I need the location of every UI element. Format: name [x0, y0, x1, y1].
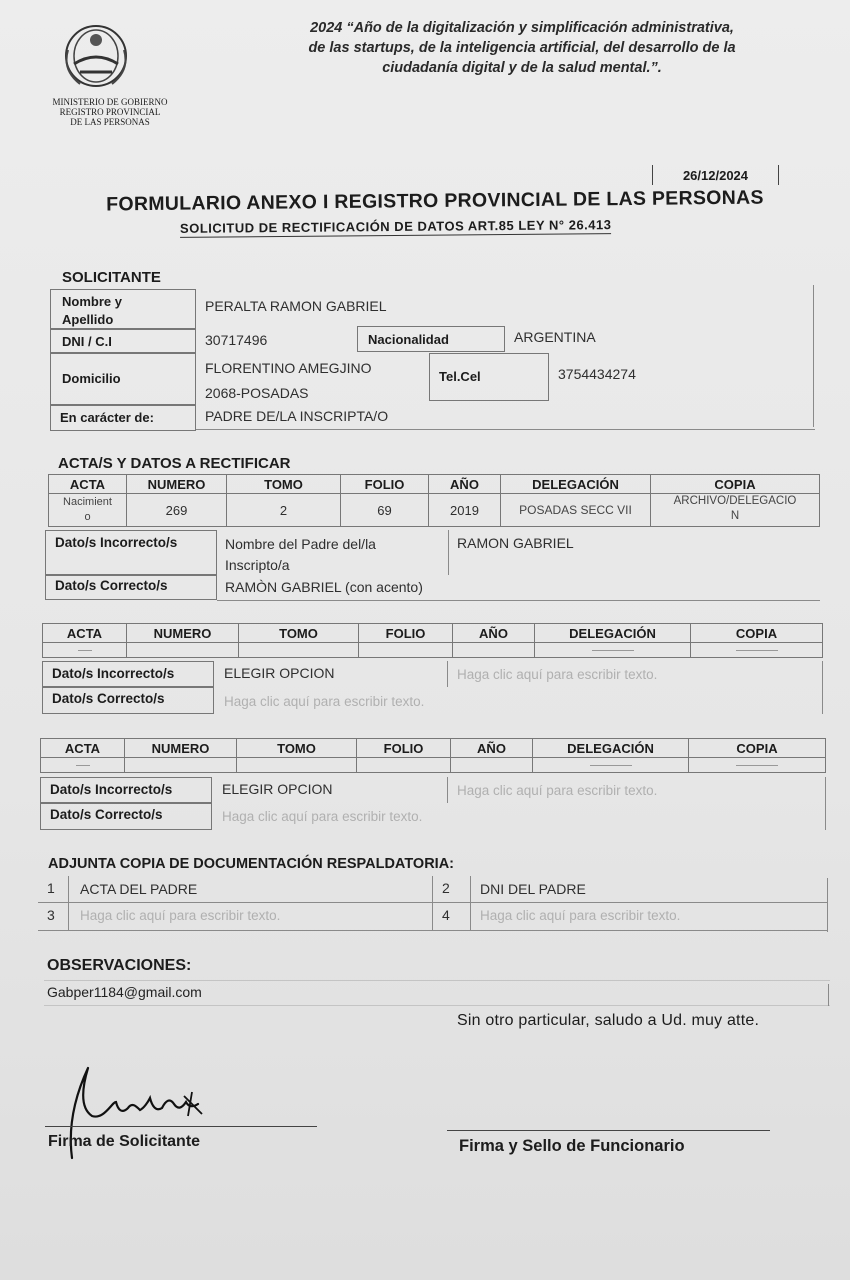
divider — [44, 980, 830, 981]
adjunta-number-3: 3 — [47, 907, 55, 923]
tel-field[interactable]: 3754434274 — [558, 366, 636, 382]
tomo-cell[interactable]: 2 — [227, 494, 341, 527]
elegir-opcion-select[interactable]: ELEGIR OPCION — [224, 665, 335, 681]
divider — [432, 876, 433, 930]
numero-cell[interactable] — [125, 758, 237, 773]
acta-header-row — [49, 475, 820, 494]
divider — [470, 876, 471, 930]
dni-field[interactable]: 30717496 — [205, 332, 268, 348]
acta-table-2 — [42, 623, 823, 658]
adjunta-item-1[interactable]: ACTA DEL PADRE — [80, 881, 198, 897]
adjunta-number-1: 1 — [47, 880, 55, 896]
actas-heading: ACTA/S Y DATOS A RECTIFICAR — [58, 455, 291, 472]
copia-select[interactable] — [691, 643, 823, 658]
col-anio: AÑO — [453, 624, 535, 643]
delegacion-select[interactable] — [533, 758, 689, 773]
observaciones-field[interactable]: Gabper1184@gmail.com — [47, 984, 202, 1000]
divider — [827, 878, 828, 932]
form-date: 26/12/2024 — [652, 165, 779, 185]
incorrecto-campo[interactable]: Nombre del Padre del/la Inscripto/a — [225, 536, 376, 573]
incorrecto-text-field[interactable]: Haga clic aquí para escribir texto. — [457, 783, 658, 798]
nacionalidad-label: Nacionalidad — [368, 332, 449, 347]
numero-cell[interactable] — [127, 643, 239, 658]
folio-cell[interactable] — [359, 643, 453, 658]
acta-1-datos — [45, 530, 820, 602]
elegir-opcion-select[interactable]: ELEGIR OPCION — [222, 781, 333, 797]
numero-cell[interactable]: 269 — [127, 494, 227, 527]
solicitante-right-rule — [813, 285, 814, 427]
divider — [447, 661, 448, 687]
col-copia: COPIA — [691, 624, 823, 643]
incorrecto-label: Dato/s Incorrecto/s — [55, 535, 178, 550]
adjunta-item-2[interactable]: DNI DEL PADRE — [480, 881, 586, 897]
acta-cell[interactable]: Nacimient o — [49, 494, 127, 527]
acta-select[interactable] — [43, 643, 127, 658]
signature-image — [52, 1058, 212, 1168]
correcto-text-field[interactable]: Haga clic aquí para escribir texto. — [224, 694, 425, 709]
col-delegacion: DELEGACIÓN — [501, 475, 651, 494]
correcto-label: Dato/s Correcto/s — [55, 578, 168, 593]
incorrecto-label: Dato/s Incorrecto/s — [52, 666, 175, 681]
acta-data-row — [43, 643, 823, 658]
col-numero: NUMERO — [125, 739, 237, 758]
form-subtitle: SOLICITUD DE RECTIFICACIÓN DE DATOS ART.85 LEY N° 26.413 — [179, 217, 612, 236]
copia-select[interactable] — [689, 758, 826, 773]
col-numero: NUMERO — [127, 475, 227, 494]
acta-header-row — [41, 739, 826, 758]
tomo-cell[interactable] — [237, 758, 357, 773]
correcto-label: Dato/s Correcto/s — [52, 691, 165, 706]
solicitante-section — [50, 289, 815, 431]
divider — [38, 930, 828, 931]
solicitante-signature-line — [45, 1126, 317, 1127]
divider — [822, 661, 823, 714]
col-copia: COPIA — [651, 475, 820, 494]
nacionalidad-field[interactable]: ARGENTINA — [514, 329, 596, 345]
col-acta: ACTA — [41, 739, 125, 758]
funcionario-signature-line — [447, 1130, 770, 1131]
adjunta-item-3[interactable]: Haga clic aquí para escribir texto. — [80, 908, 281, 923]
caracter-label: En carácter de: — [60, 410, 154, 425]
col-tomo: TOMO — [227, 475, 341, 494]
adjunta-number-4: 4 — [442, 907, 450, 923]
col-acta: ACTA — [49, 475, 127, 494]
delegacion-cell[interactable]: POSADAS SECC VII — [501, 494, 651, 527]
divider — [447, 777, 448, 803]
closing-text: Sin otro particular, saludo a Ud. muy atte. — [457, 1012, 760, 1029]
folio-cell[interactable]: 69 — [341, 494, 429, 527]
anio-cell[interactable] — [453, 643, 535, 658]
nombre-label: Nombre y Apellido — [62, 294, 122, 327]
caracter-field[interactable]: PADRE DE/LA INSCRIPTA/O — [205, 408, 389, 424]
acta-table-3 — [40, 738, 826, 773]
anio-cell[interactable]: 2019 — [429, 494, 501, 527]
provincial-seal-icon — [60, 20, 132, 94]
divider — [68, 876, 69, 930]
col-folio: FOLIO — [341, 475, 429, 494]
acta-3-datos — [40, 777, 826, 831]
copia-cell[interactable]: ARCHIVO/DELEGACIO N — [651, 494, 820, 527]
divider — [448, 530, 449, 575]
dni-label: DNI / C.I — [62, 334, 112, 349]
acta-data-row — [41, 758, 826, 773]
acta-2-datos — [42, 661, 823, 715]
col-anio: AÑO — [451, 739, 533, 758]
col-numero: NUMERO — [127, 624, 239, 643]
acta-header-row — [43, 624, 823, 643]
col-copia: COPIA — [689, 739, 826, 758]
adjunta-grid — [38, 876, 828, 932]
firma-solicitante-label: Firma de Solicitante — [48, 1133, 201, 1150]
firma-funcionario-label: Firma y Sello de Funcionario — [459, 1137, 685, 1155]
divider — [828, 984, 829, 1006]
col-tomo: TOMO — [237, 739, 357, 758]
correcto-text-field[interactable]: Haga clic aquí para escribir texto. — [222, 809, 423, 824]
nombre-field[interactable]: PERALTA RAMON GABRIEL — [205, 298, 387, 314]
domicilio-field[interactable]: FLORENTINO AMEGJINO 2068-POSADAS — [205, 360, 372, 401]
col-folio: FOLIO — [359, 624, 453, 643]
adjunta-number-2: 2 — [442, 880, 450, 896]
observaciones-heading: OBSERVACIONES: — [47, 957, 192, 974]
divider — [38, 902, 828, 903]
solicitante-heading: SOLICITANTE — [62, 269, 161, 286]
divider — [44, 1005, 830, 1006]
col-delegacion: DELEGACIÓN — [535, 624, 691, 643]
col-delegacion: DELEGACIÓN — [533, 739, 689, 758]
solicitante-bottom-rule — [196, 429, 815, 430]
folio-cell[interactable] — [357, 758, 451, 773]
incorrecto-text-field[interactable]: Haga clic aquí para escribir texto. — [457, 667, 658, 682]
anio-cell[interactable] — [451, 758, 533, 773]
year-motto: 2024 “Año de la digitalización y simplificación administrativa, de las startups, de la inteligencia artificial, del desarrollo de la ciudadanía digital y de la salud mental.”. — [308, 20, 736, 76]
col-acta: ACTA — [43, 624, 127, 643]
col-tomo: TOMO — [239, 624, 359, 643]
adjunta-heading: ADJUNTA COPIA DE DOCUMENTACIÓN RESPALDATORIA: — [48, 856, 454, 872]
incorrecto-valor[interactable]: RAMON GABRIEL — [457, 535, 574, 551]
acta-select[interactable] — [41, 758, 125, 773]
ministry-name: MINISTERIO DE GOBIERNO REGISTRO PROVINCIAL DE LAS PERSONAS — [52, 97, 168, 127]
col-folio: FOLIO — [357, 739, 451, 758]
acta-table-1 — [48, 474, 820, 527]
adjunta-item-4[interactable]: Haga clic aquí para escribir texto. — [480, 908, 681, 923]
divider — [825, 777, 826, 830]
domicilio-label: Domicilio — [62, 371, 121, 386]
acta-data-row — [49, 494, 820, 527]
form-title: FORMULARIO ANEXO I REGISTRO PROVINCIAL DE LAS PERSONAS — [106, 186, 764, 216]
tomo-cell[interactable] — [239, 643, 359, 658]
correcto-label: Dato/s Correcto/s — [50, 807, 163, 822]
col-anio: AÑO — [429, 475, 501, 494]
divider — [217, 600, 820, 601]
incorrecto-label: Dato/s Incorrecto/s — [50, 782, 173, 797]
tel-label: Tel.Cel — [439, 369, 481, 384]
delegacion-select[interactable] — [535, 643, 691, 658]
correcto-field[interactable]: RAMÒN GABRIEL (con acento) — [225, 579, 423, 595]
